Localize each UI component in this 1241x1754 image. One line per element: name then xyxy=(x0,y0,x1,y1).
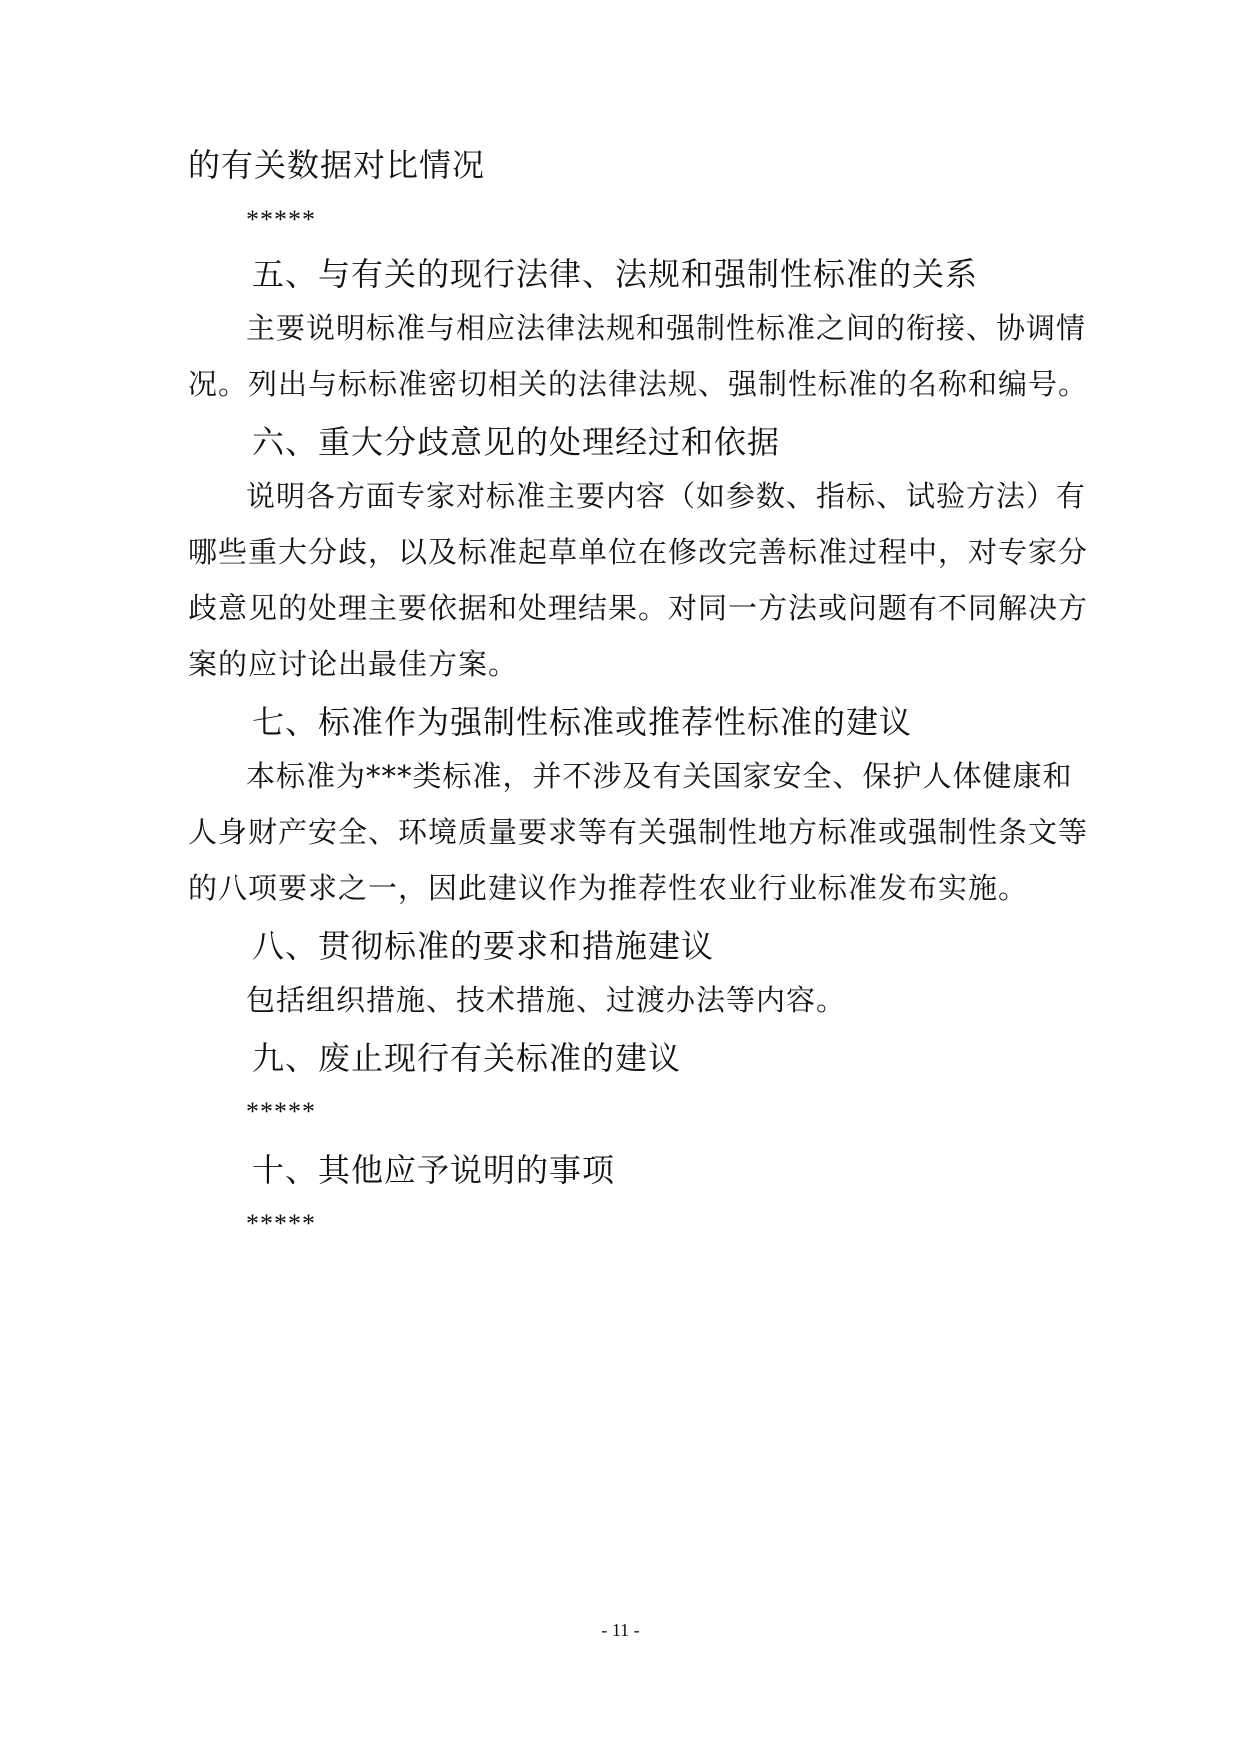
section-7-line-1: 本标准为***类标准，并不涉及有关国家安全、保护人体健康和 xyxy=(246,759,1073,793)
page-number: - 11 - xyxy=(601,1620,640,1640)
section-6-heading: 六、重大分歧意见的处理经过和依据 xyxy=(252,423,781,461)
section-6-line-1: 说明各方面专家对标准主要内容（如参数、指标、试验方法）有 xyxy=(246,479,1087,513)
section-6-line-2: 哪些重大分歧，以及标准起草单位在修改完善标准过程中，对专家分 xyxy=(188,535,1089,569)
section-10-body-placeholder: ***** xyxy=(246,1209,316,1238)
section-4-body-placeholder: ***** xyxy=(246,205,316,234)
section-5-line-2: 况。列出与标标准密切相关的法律法规、强制性标准的名称和编号。 xyxy=(188,367,1089,401)
section-7-line-2: 人身财产安全、环境质量要求等有关强制性地方标准或强制性条文等 xyxy=(188,815,1089,849)
section-8-heading: 八、贯彻标准的要求和措施建议 xyxy=(252,927,715,965)
section-6-line-4: 案的应讨论出最佳方案。 xyxy=(188,647,519,681)
section-8-line-1: 包括组织措施、技术措施、过渡办法等内容。 xyxy=(246,983,847,1017)
section-5-line-1: 主要说明标准与相应法律法规和强制性标准之间的衔接、协调情 xyxy=(246,311,1087,345)
section-9-heading: 九、废止现行有关标准的建议 xyxy=(252,1039,682,1077)
section-10-heading: 十、其他应予说明的事项 xyxy=(252,1151,616,1189)
section-7-heading: 七、标准作为强制性标准或推荐性标准的建议 xyxy=(252,703,913,741)
section-6-line-3: 歧意见的处理主要依据和处理结果。对同一方法或问题有不同解决方 xyxy=(188,591,1089,625)
section-7-line-3: 的八项要求之一，因此建议作为推荐性农业行业标准发布实施。 xyxy=(188,871,1029,905)
section-5-heading: 五、与有关的现行法律、法规和强制性标准的关系 xyxy=(252,255,979,293)
section-heading-continuation: 的有关数据对比情况 xyxy=(188,146,486,184)
section-9-body-placeholder: ***** xyxy=(246,1097,316,1126)
